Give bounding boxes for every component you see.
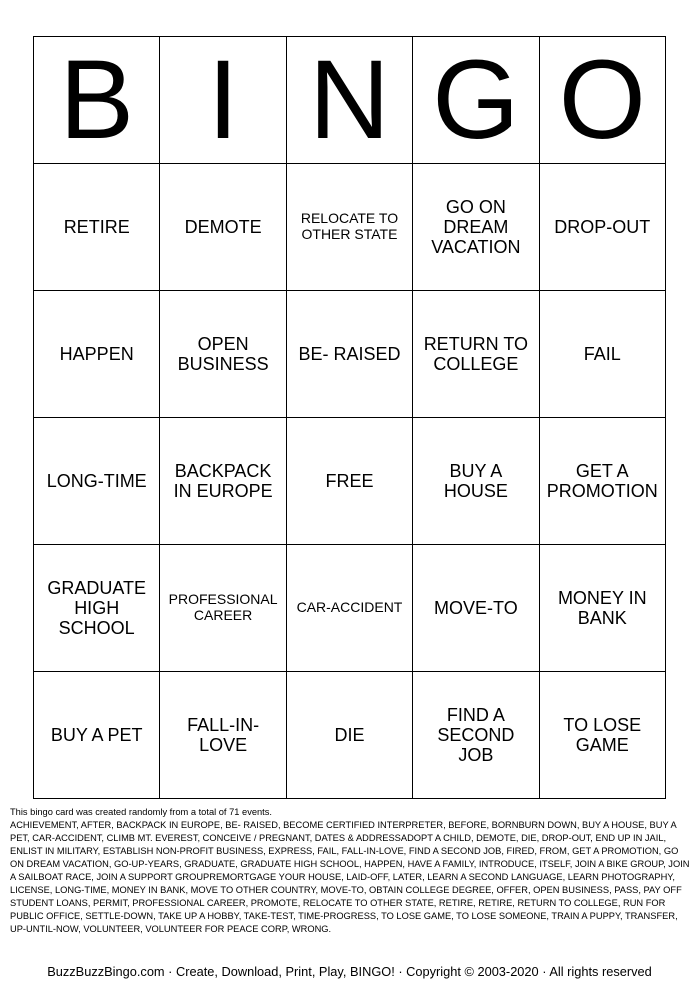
bingo-cell: GRADUATE HIGH SCHOOL xyxy=(34,545,160,672)
bingo-cell: TO LOSE GAME xyxy=(539,672,665,799)
header-letter-o: O xyxy=(539,37,665,164)
bingo-cell: OPEN BUSINESS xyxy=(160,291,286,418)
header-letter-b: B xyxy=(34,37,160,164)
events-intro: This bingo card was created randomly from a total of 71 events. xyxy=(10,807,272,817)
bingo-row-3 xyxy=(34,418,666,545)
bingo-cell: BUY A HOUSE xyxy=(413,418,539,545)
bingo-cell: RELOCATE TO OTHER STATE xyxy=(286,164,412,291)
header-letter-g: G xyxy=(413,37,539,164)
bingo-cell: BE- RAISED xyxy=(286,291,412,418)
events-info xyxy=(10,806,692,936)
bingo-cell: BACKPACK IN EUROPE xyxy=(160,418,286,545)
bingo-cell: MOVE-TO xyxy=(413,545,539,672)
bingo-cell: BUY A PET xyxy=(34,672,160,799)
header-letter-n: N xyxy=(286,37,412,164)
footer-copyright: BuzzBuzzBingo.com · Create, Download, Print, Play, BINGO! · Copyright © 2003-2020 · All rights reserved xyxy=(47,964,652,979)
bingo-cell: DIE xyxy=(286,672,412,799)
bingo-cell: RETURN TO COLLEGE xyxy=(413,291,539,418)
bingo-cell: CAR-ACCIDENT xyxy=(286,545,412,672)
bingo-cell: FALL-IN-LOVE xyxy=(160,672,286,799)
bingo-cell: DEMOTE xyxy=(160,164,286,291)
bingo-card xyxy=(33,36,666,799)
bingo-cell: GO ON DREAM VACATION xyxy=(413,164,539,291)
bingo-row-4 xyxy=(34,545,666,672)
bingo-cell: DROP-OUT xyxy=(539,164,665,291)
header-row xyxy=(34,37,666,164)
bingo-cell: PROFESSIONAL CAREER xyxy=(160,545,286,672)
events-list: ACHIEVEMENT, AFTER, BACKPACK IN EUROPE, BE- RAISED, BECOME CERTIFIED INTERPRETER, BEFORE, BORNBURN DOWN, BUY A HOUSE, BUY A PET, CAR-ACCIDENT, CLIMB MT. EVEREST, CONCEIVE / PREGNANT, DATES & ADDRESSADOPT A CHILD, DEMOTE, DIE, DROP-OUT, END UP IN JAIL, ENLIST IN MILITARY, ESTABLISH NON-PROFIT BUSINESS, EXPRESS, FAIL, FALL-IN-LOVE, FIND A SECOND JOB, FIRED, FROM, GET A PROMOTION, GO ON DREAM VACATION, GO-UP-YEARS, GRADUATE, GRADUATE HIGH SCHOOL, HAPPEN, HAVE A FAMILY, INTRODUCE, ITSELF, JOIN A BIKE GROUP, JOIN A SAILBOAT RACE, JOIN A SUPPORT GROUPREMORTGAGE YOUR HOUSE, LAID-OFF, LATER, LEARN A SECOND LANGUAGE, LEARN PHOTOGRAPHY, LICENSE, LONG-TIME, MONEY IN BANK, MOVE TO OTHER COUNTRY, MOVE-TO, OBTAIN COLLEGE DEGREE, OFFER, OPEN BUSINESS, PASS, PAY OFF STUDENT LOANS, PERMIT, PROFESSIONAL CAREER, PROMOTE, RELOCATE TO OTHER STATE, RETIRE, RETIRE, RETURN TO COLLEGE, RUN FOR PUBLIC OFFICE, SETTLE-DOWN, TAKE UP A HOBBY, TAKE-TEST, TIME-PROGRESS, TO LOSE GAME, TO LOSE SOMEONE, TRAIN A PUPPY, TRANSFER, UP-UNTIL-NOW, VOLUNTEER, VOLUNTEER FOR PEACE CORP, WRONG. xyxy=(10,820,690,934)
bingo-cell: FREE xyxy=(286,418,412,545)
bingo-cell: FIND A SECOND JOB xyxy=(413,672,539,799)
bingo-row-5 xyxy=(34,672,666,799)
bingo-cell: RETIRE xyxy=(34,164,160,291)
bingo-cell: HAPPEN xyxy=(34,291,160,418)
bingo-cell: GET A PROMOTION xyxy=(539,418,665,545)
bingo-row-1 xyxy=(34,164,666,291)
bingo-cell: LONG-TIME xyxy=(34,418,160,545)
bingo-row-2 xyxy=(34,291,666,418)
bingo-cell: MONEY IN BANK xyxy=(539,545,665,672)
header-letter-i: I xyxy=(160,37,286,164)
bingo-cell: FAIL xyxy=(539,291,665,418)
